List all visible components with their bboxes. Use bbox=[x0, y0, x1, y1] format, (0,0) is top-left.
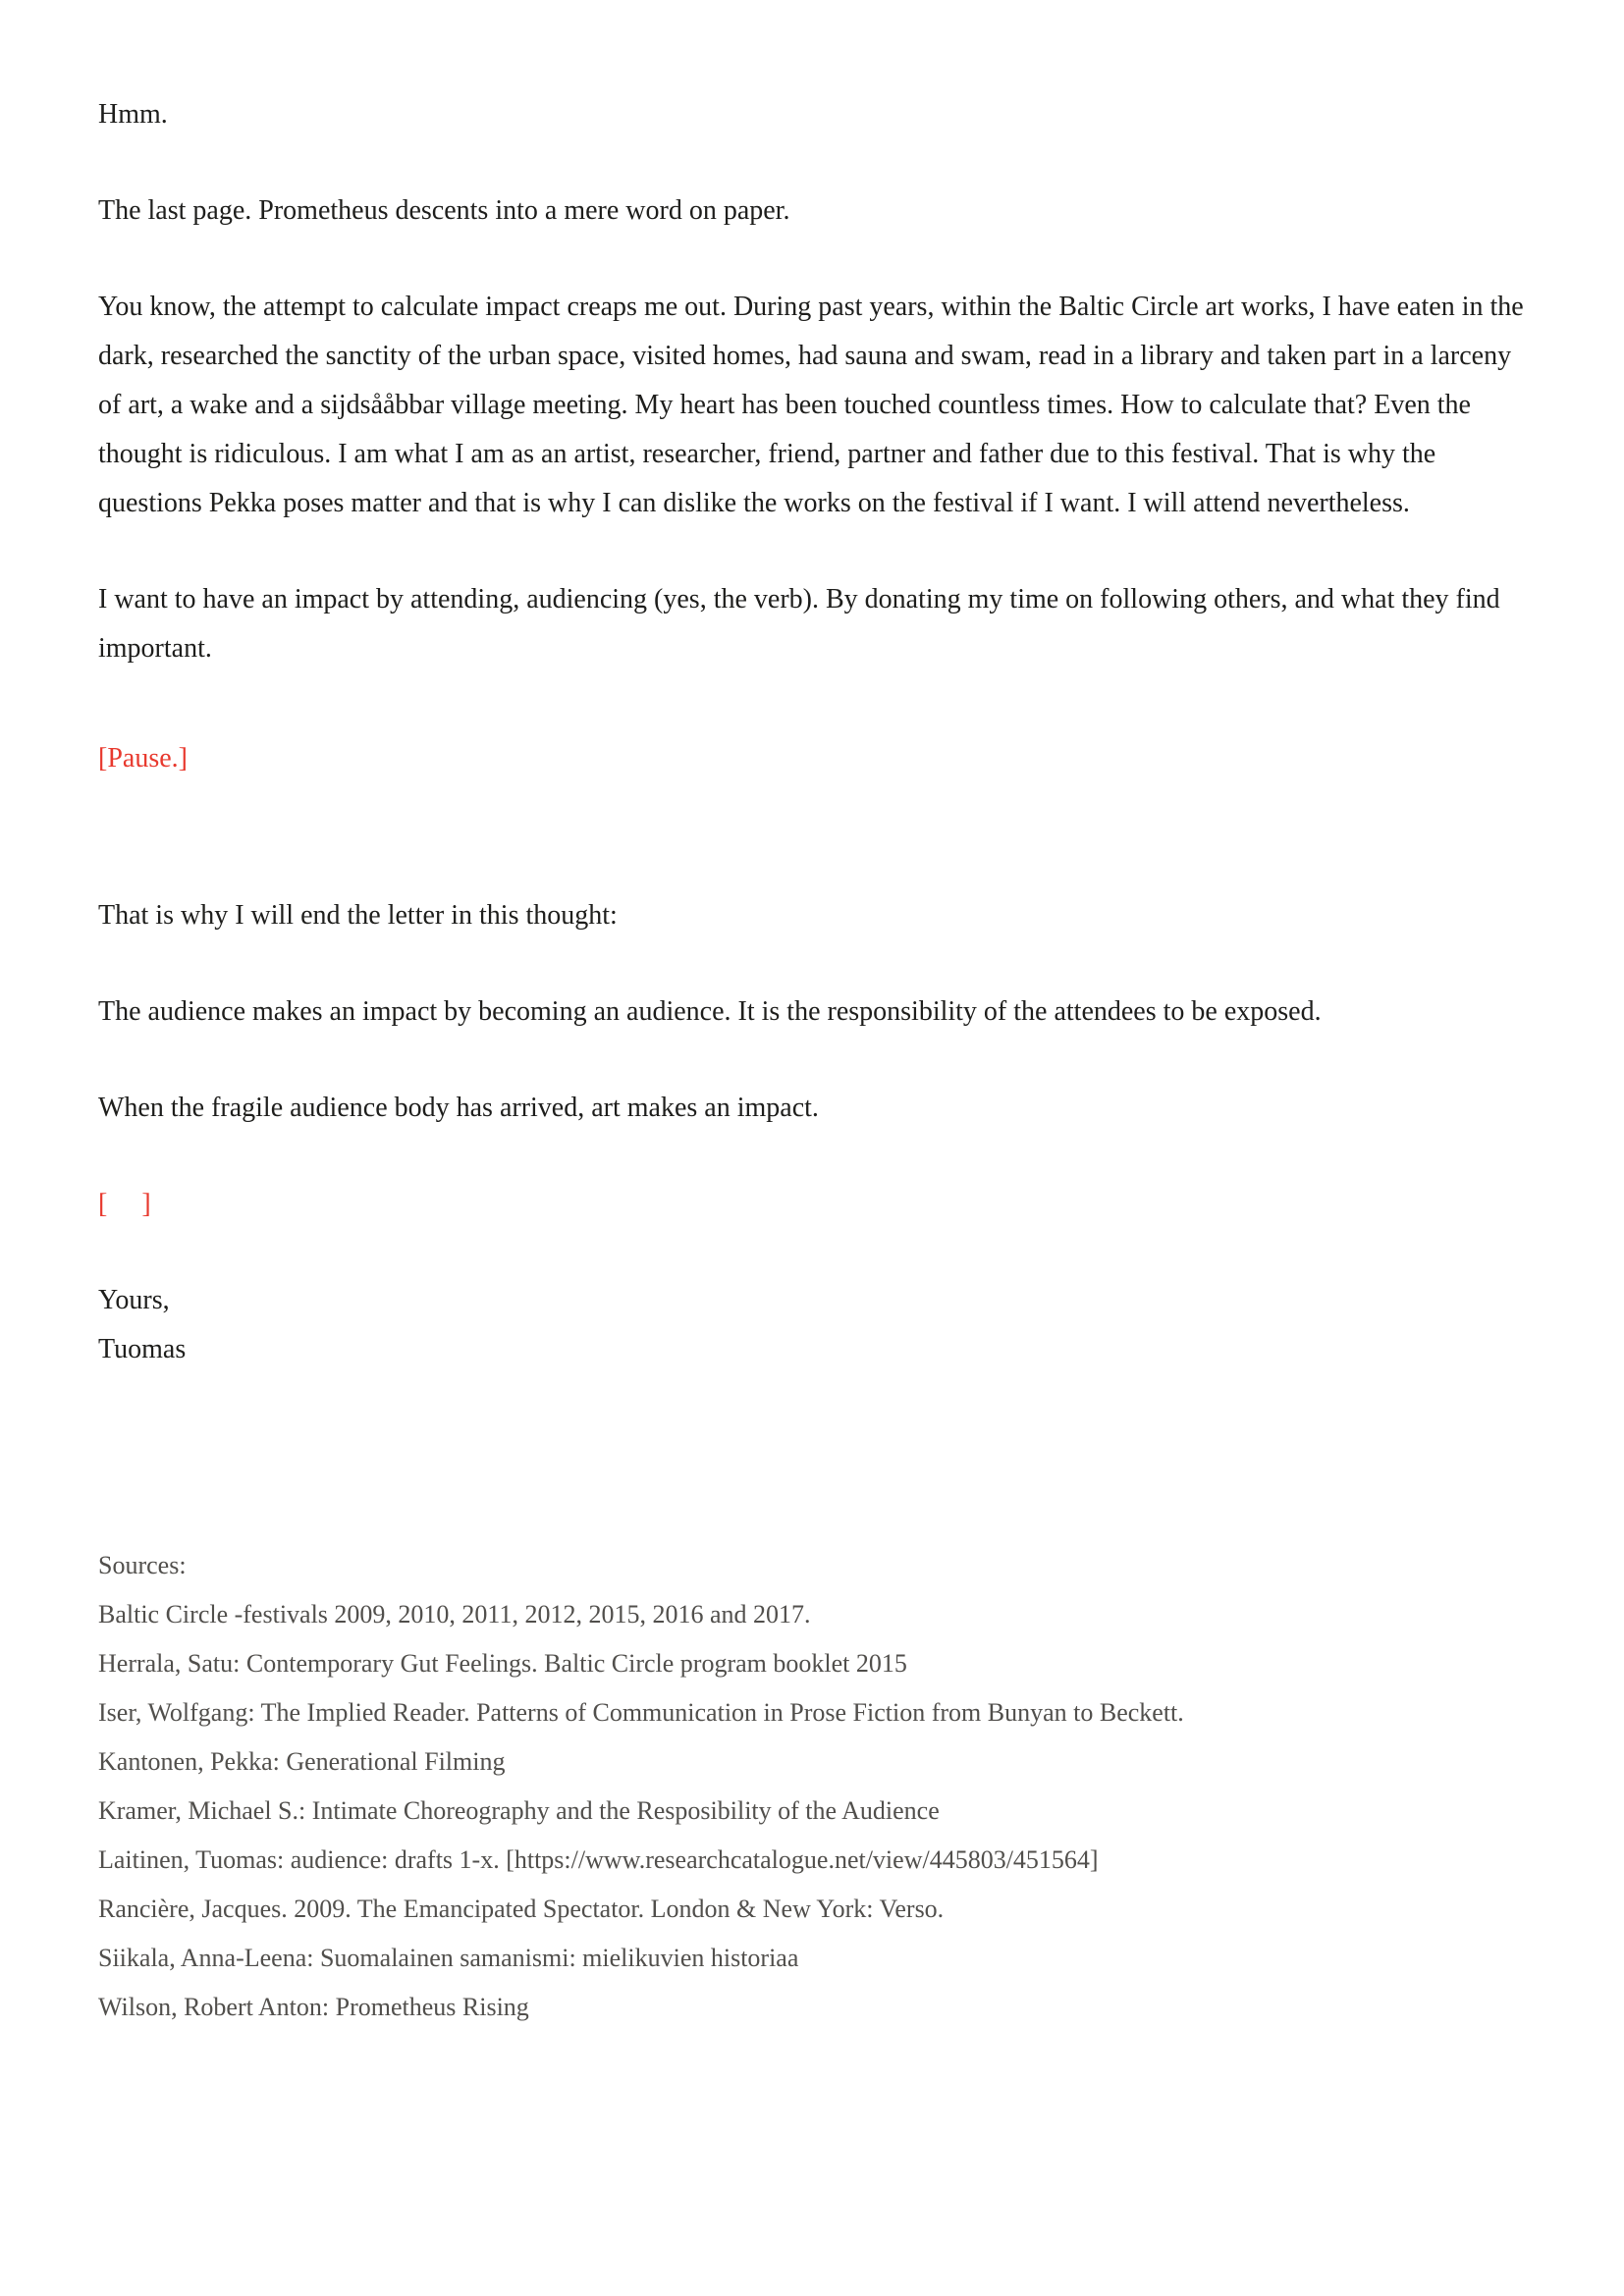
source-entry: Herrala, Satu: Contemporary Gut Feelings. Baltic Circle program booklet 2015 bbox=[98, 1649, 907, 1678]
attending-paragraph: I want to have an impact by attending, audiencing (yes, the verb). By donating my time on following others, and what they find important. bbox=[98, 584, 1500, 664]
letter-ending-intro: That is why I will end the letter in this thought: bbox=[98, 900, 618, 931]
source-entry: Kramer, Michael S.: Intimate Choreography and the Resposibility of the Audience bbox=[98, 1796, 940, 1825]
signature-valediction: Yours, bbox=[98, 1285, 170, 1315]
interjection-paragraph: Hmm. bbox=[98, 99, 168, 130]
source-entry: Wilson, Robert Anton: Prometheus Rising bbox=[98, 1993, 529, 2021]
letter-body bbox=[98, 90, 1526, 1374]
impact-calculation-paragraph: You know, the attempt to calculate impact creaps me out. During past years, within the Baltic Circle art works, I have eaten in the dark, researched the sanctity of the urban space, visited homes, had sauna and swam, read in a library and taken part in a larceny of art, a wake and a sijdsååbbar village meeting. My heart has been touched countless times. How to calculate that? Even the thought is ridiculous. I am what I am as an artist, researcher, friend, partner and father due to this festival. That is why the questions Pekka poses matter and that is why I can dislike the works on the festival if I want. I will attend nevertheless. bbox=[98, 292, 1524, 518]
source-entry: Iser, Wolfgang: The Implied Reader. Patterns of Communication in Prose Fiction from Bunyan to Beckett. bbox=[98, 1698, 1184, 1727]
pause-marker: [Pause.] bbox=[98, 743, 188, 774]
fragile-audience-statement: When the fragile audience body has arrived, art makes an impact. bbox=[98, 1093, 819, 1123]
source-entry: Rancière, Jacques. 2009. The Emancipated Spectator. London & New York: Verso. bbox=[98, 1895, 945, 1923]
last-page-paragraph: The last page. Prometheus descents into a mere word on paper. bbox=[98, 195, 790, 226]
sources-heading: Sources: bbox=[98, 1551, 187, 1579]
signature-name: Tuomas bbox=[98, 1334, 187, 1364]
source-entry: Siikala, Anna-Leena: Suomalainen samanismi: mielikuvien historiaa bbox=[98, 1944, 799, 1972]
empty-brackets-marker: [ ] bbox=[98, 1189, 151, 1219]
audience-impact-statement: The audience makes an impact by becoming an audience. It is the responsibility of the attendees to be exposed. bbox=[98, 996, 1322, 1027]
source-entry: Kantonen, Pekka: Generational Filming bbox=[98, 1747, 506, 1776]
source-entry: Laitinen, Tuomas: audience: drafts 1-x. [https://www.researchcatalogue.net/view/445803/451564] bbox=[98, 1845, 1099, 1874]
sources-section bbox=[98, 1541, 1526, 2032]
source-entry: Baltic Circle -festivals 2009, 2010, 2011, 2012, 2015, 2016 and 2017. bbox=[98, 1600, 811, 1629]
